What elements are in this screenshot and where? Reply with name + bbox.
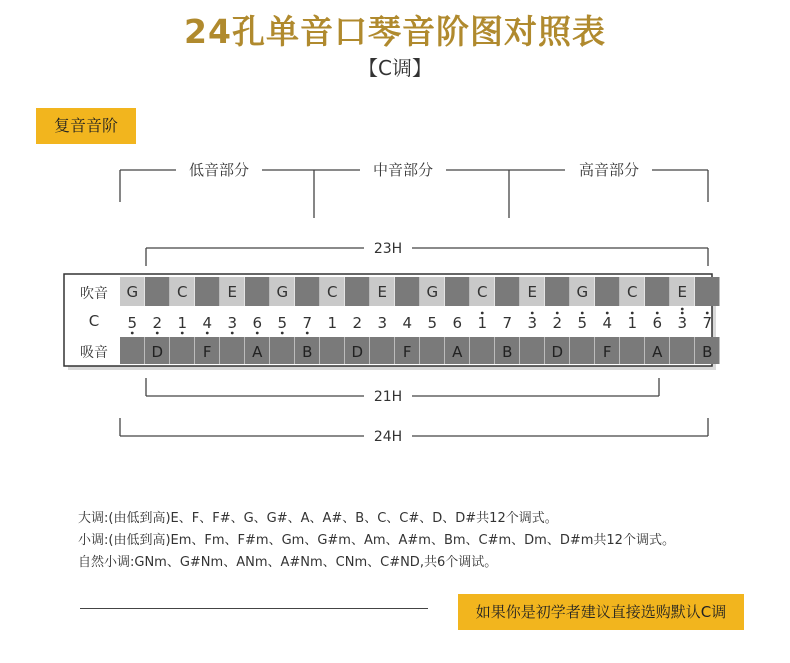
scale-number: 5 bbox=[127, 314, 138, 332]
scale-number: 2 bbox=[352, 314, 363, 332]
note-major: 大调:(由低到高)E、F、F#、G、G#、A、A#、B、C、C#、D、D#共12个调式。 bbox=[78, 511, 558, 526]
high-octave-dot bbox=[681, 312, 684, 315]
draw-cell bbox=[570, 337, 595, 364]
draw-note: D bbox=[351, 343, 364, 361]
note-natural-minor: 自然小调:GNm、G#Nm、ANm、A#Nm、CNm、C#ND,共6个调试。 bbox=[78, 555, 498, 570]
draw-note: A bbox=[252, 343, 263, 361]
scale-number: 3 bbox=[527, 314, 538, 332]
blow-note: C bbox=[327, 283, 338, 301]
scale-number: 4 bbox=[202, 314, 213, 332]
draw-note: F bbox=[202, 343, 212, 361]
low-octave-dot bbox=[306, 332, 309, 335]
blow-cell bbox=[195, 277, 220, 306]
high-octave-dot bbox=[706, 312, 709, 315]
scale-number: 7 bbox=[702, 314, 713, 332]
span-23h bbox=[146, 248, 708, 266]
draw-cell bbox=[120, 337, 145, 364]
draw-cell bbox=[620, 337, 645, 364]
blow-cell bbox=[295, 277, 320, 306]
blow-cell bbox=[395, 277, 420, 306]
row-label-blow: 吹音 bbox=[80, 286, 108, 302]
row-label-key: C bbox=[88, 312, 100, 330]
high-octave-dot bbox=[606, 312, 609, 315]
blow-note: G bbox=[426, 283, 439, 301]
low-octave-dot bbox=[156, 332, 159, 335]
blow-cell bbox=[495, 277, 520, 306]
span-21h bbox=[146, 378, 659, 396]
draw-note: B bbox=[302, 343, 313, 361]
blow-cell bbox=[695, 277, 720, 306]
blow-note: E bbox=[227, 283, 237, 301]
scale-number: 1 bbox=[477, 314, 488, 332]
high-octave-dot bbox=[531, 312, 534, 315]
scale-number: 3 bbox=[227, 314, 238, 332]
scale-number: 1 bbox=[327, 314, 338, 332]
blow-cell bbox=[345, 277, 370, 306]
scale-number: 5 bbox=[427, 314, 438, 332]
scale-number: 4 bbox=[402, 314, 413, 332]
blow-note: C bbox=[477, 283, 488, 301]
blow-note: G bbox=[276, 283, 289, 301]
scale-number: 4 bbox=[602, 314, 613, 332]
high-octave-dot bbox=[656, 312, 659, 315]
draw-note: A bbox=[452, 343, 463, 361]
scale-number: 1 bbox=[177, 314, 188, 332]
scale-number: 3 bbox=[677, 314, 688, 332]
draw-note: F bbox=[402, 343, 412, 361]
range-high-label: 高音部分 bbox=[578, 161, 640, 179]
blow-cell bbox=[445, 277, 470, 306]
draw-cell bbox=[520, 337, 545, 364]
low-octave-dot bbox=[181, 332, 184, 335]
draw-cell bbox=[270, 337, 295, 364]
low-octave-dot bbox=[131, 332, 134, 335]
scale-number: 1 bbox=[627, 314, 638, 332]
draw-note: B bbox=[502, 343, 513, 361]
blow-note: G bbox=[126, 283, 139, 301]
note-minor: 小调:(由低到高)Em、Fm、F#m、Gm、G#m、Am、A#m、Bm、C#m、Dm、D#m共12个调式。 bbox=[78, 533, 675, 548]
draw-cell bbox=[670, 337, 695, 364]
page-title: 24孔单音口琴音阶图对照表 bbox=[184, 12, 606, 51]
span-23h-label: 23H bbox=[373, 241, 403, 257]
scale-number: 5 bbox=[277, 314, 288, 332]
high-octave-dot bbox=[631, 312, 634, 315]
draw-note: F bbox=[602, 343, 612, 361]
draw-note: B bbox=[702, 343, 713, 361]
blow-cell bbox=[645, 277, 670, 306]
draw-cell bbox=[420, 337, 445, 364]
draw-cell bbox=[470, 337, 495, 364]
scale-number: 7 bbox=[302, 314, 313, 332]
range-mid-label: 中音部分 bbox=[372, 161, 434, 179]
scale-number: 6 bbox=[252, 314, 263, 332]
low-octave-dot bbox=[206, 332, 209, 335]
scale-number: 2 bbox=[152, 314, 163, 332]
scale-number: 2 bbox=[552, 314, 563, 332]
key-subtitle: 【C调】 bbox=[358, 56, 432, 80]
blow-note: E bbox=[377, 283, 387, 301]
scale-number: 7 bbox=[502, 314, 513, 332]
span-21h-label: 21H bbox=[373, 389, 403, 405]
high-octave-dot bbox=[581, 312, 584, 315]
section-tag: 复音音阶 bbox=[36, 108, 136, 144]
range-low-label: 低音部分 bbox=[188, 161, 250, 179]
draw-cell bbox=[370, 337, 395, 364]
high-octave-dot bbox=[481, 312, 484, 315]
blow-cell bbox=[595, 277, 620, 306]
draw-note: D bbox=[151, 343, 164, 361]
divider-line bbox=[80, 608, 428, 609]
scale-number: 3 bbox=[377, 314, 388, 332]
draw-note: D bbox=[551, 343, 564, 361]
blow-cell bbox=[545, 277, 570, 306]
low-octave-dot bbox=[256, 332, 259, 335]
scale-number: 5 bbox=[577, 314, 588, 332]
beginner-recommendation: 如果你是初学者建议直接选购默认C调 bbox=[458, 594, 744, 630]
blow-cell bbox=[245, 277, 270, 306]
blow-note: G bbox=[576, 283, 589, 301]
draw-cell bbox=[170, 337, 195, 364]
blow-cell bbox=[145, 277, 170, 306]
draw-note: A bbox=[652, 343, 663, 361]
low-octave-dot bbox=[231, 332, 234, 335]
scale-number: 6 bbox=[452, 314, 463, 332]
span-24h bbox=[120, 418, 708, 436]
draw-cell bbox=[220, 337, 245, 364]
blow-note: E bbox=[677, 283, 687, 301]
span-24h-label: 24H bbox=[373, 429, 403, 445]
high-octave-dot bbox=[681, 308, 684, 311]
row-label-draw: 吸音 bbox=[80, 345, 108, 361]
blow-note: E bbox=[527, 283, 537, 301]
key-notes bbox=[78, 508, 675, 574]
low-octave-dot bbox=[281, 332, 284, 335]
blow-note: C bbox=[627, 283, 638, 301]
high-octave-dot bbox=[556, 312, 559, 315]
scale-number: 6 bbox=[652, 314, 663, 332]
blow-note: C bbox=[177, 283, 188, 301]
draw-cell bbox=[320, 337, 345, 364]
